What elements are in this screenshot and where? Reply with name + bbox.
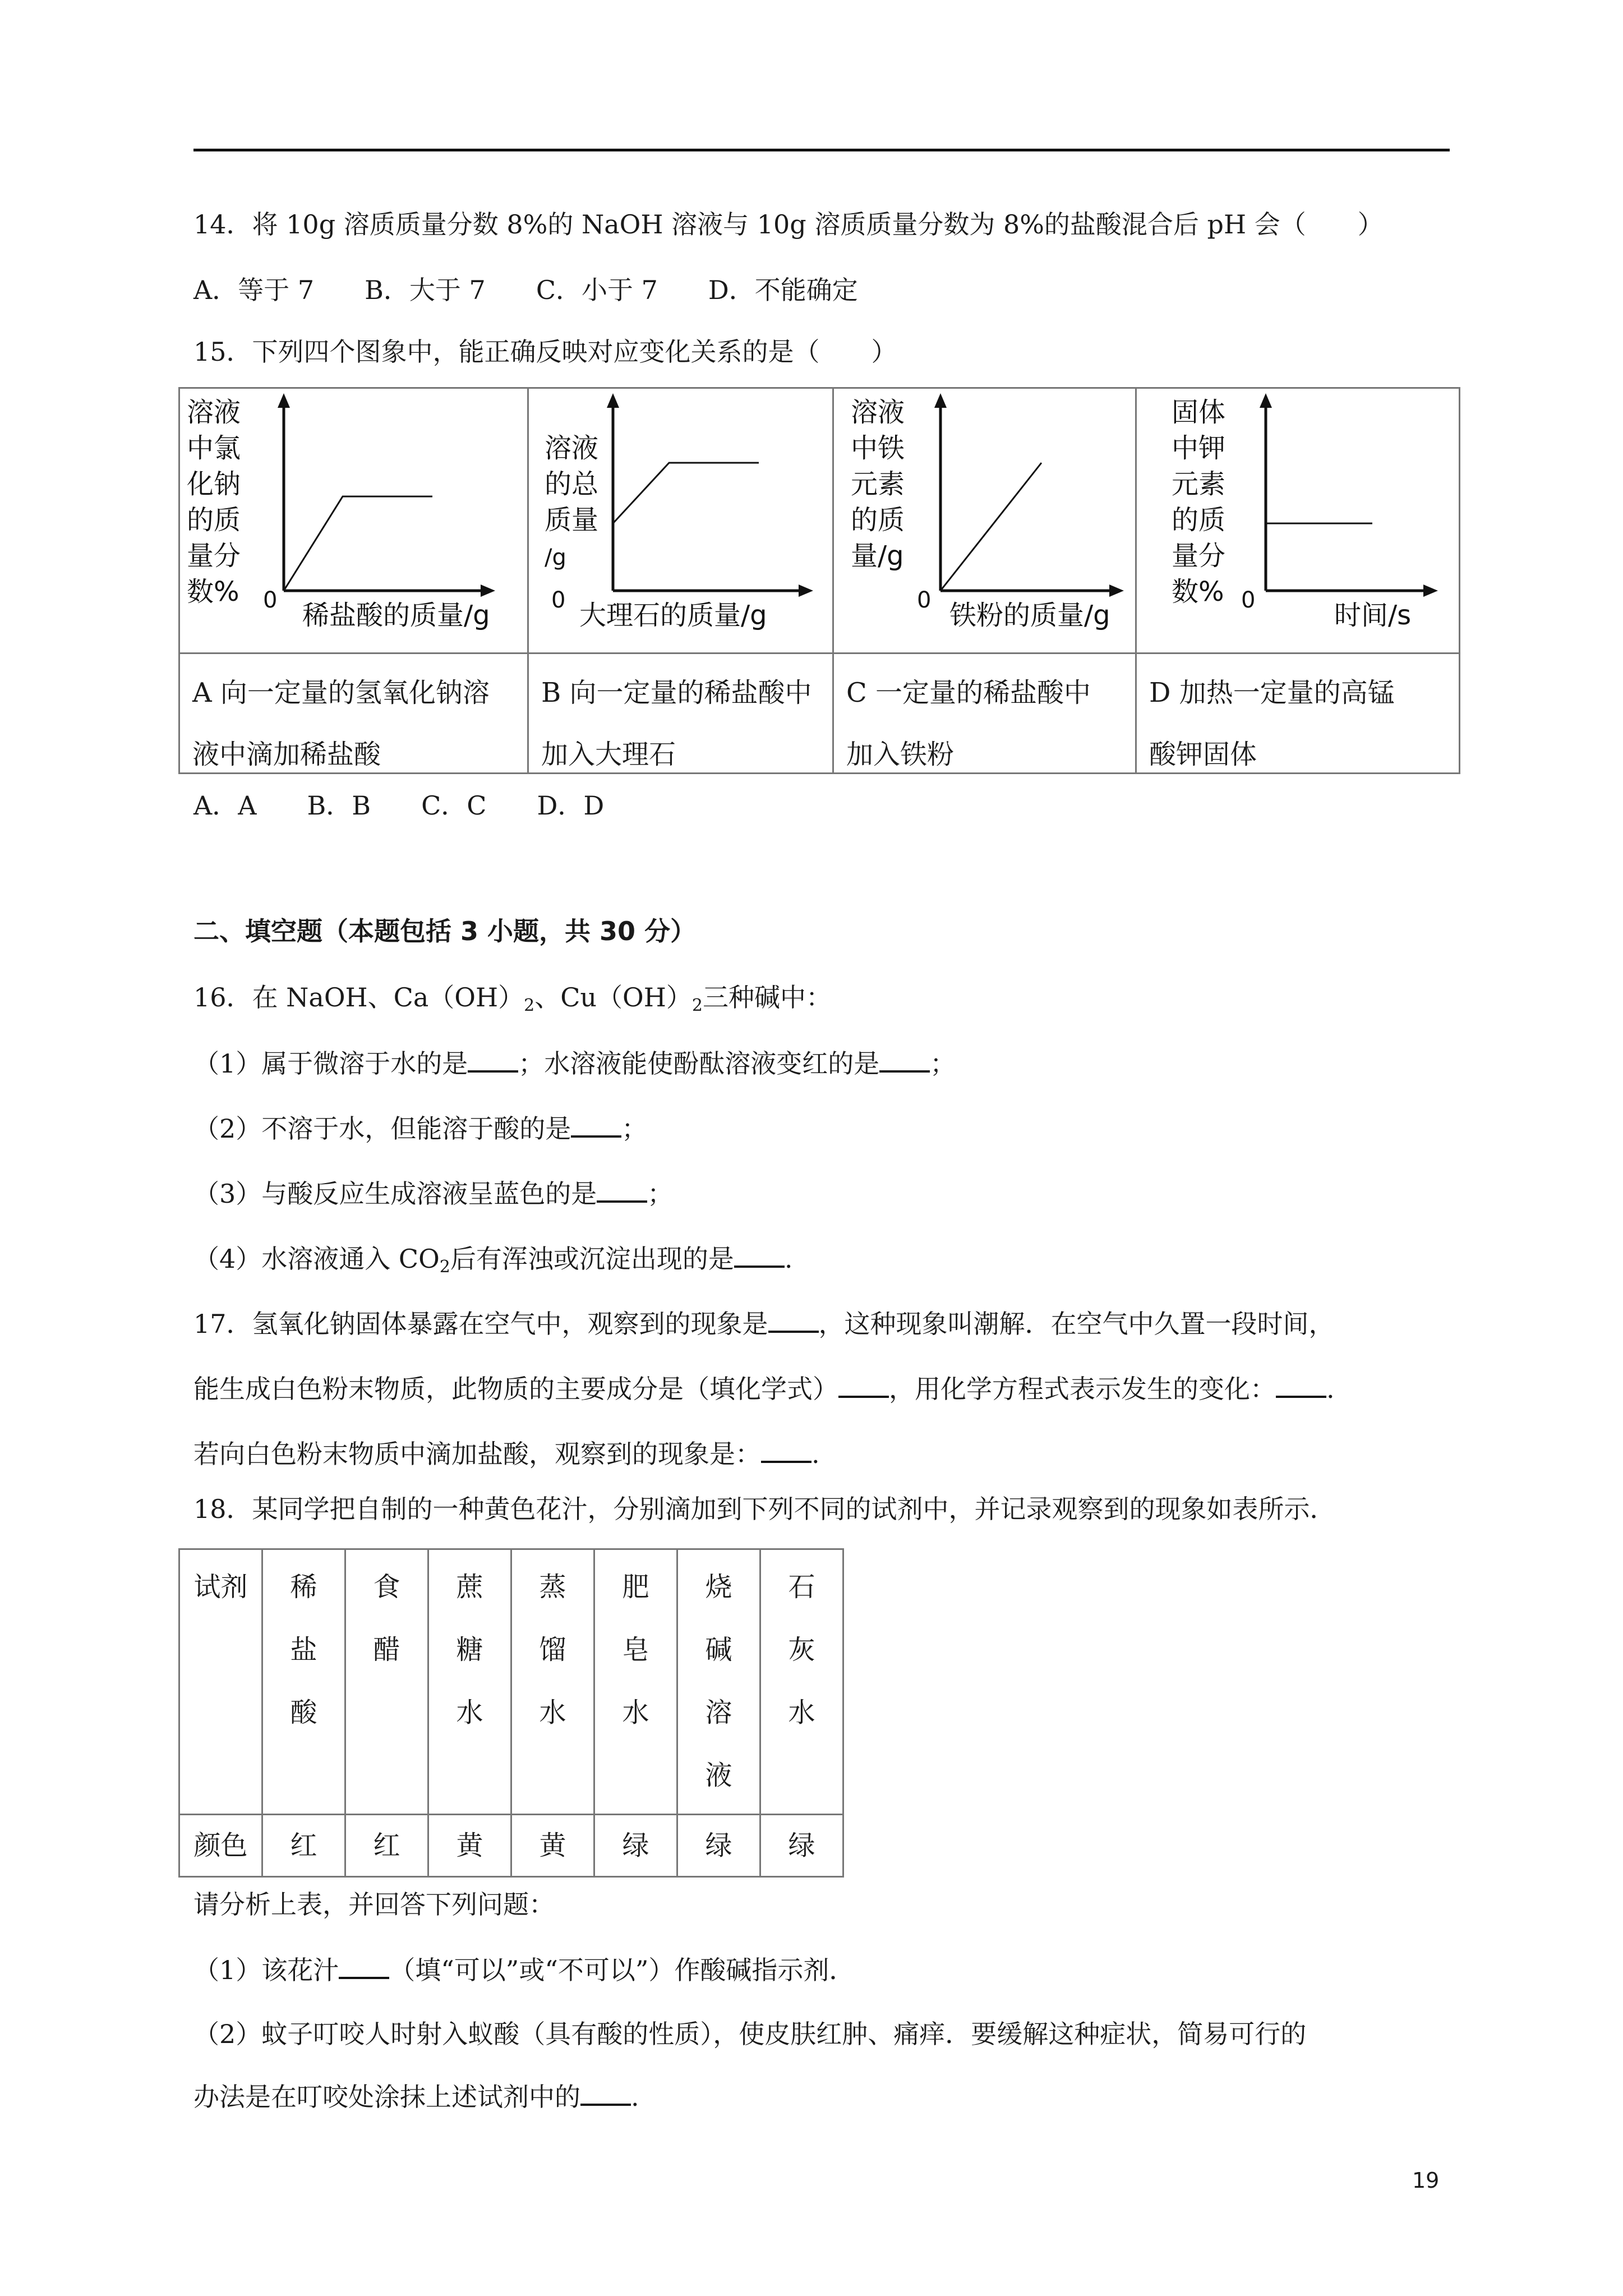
graph-a-caption-line-1: A 向一定量的氢氧化钠溶: [192, 677, 490, 708]
answer-blank[interactable]: [1276, 1371, 1326, 1398]
graph-d-caption-line-1: D 加热一定量的高锰: [1149, 677, 1395, 708]
graph-a-ylabel-2: 中氯: [187, 432, 241, 464]
color-cell: 绿: [760, 1815, 843, 1877]
graph-a-caption-line-2: 液中滴加稀盐酸: [192, 739, 381, 770]
q18-a1-b: （填“可以”或“不可以”）作酸碱指示剂．: [389, 1955, 855, 1985]
q17-l2-b: ，用化学方程式表示发生的变化：: [889, 1374, 1276, 1404]
graph-c-svg: [834, 389, 1136, 652]
graph-a-x-arrow: [481, 585, 495, 597]
q16-intro-p3: 三种碱中：: [702, 982, 832, 1013]
q18-a2-a: 办法是在叮咬处涂抹上述试剂中的: [193, 2082, 580, 2112]
graph-a-ylabel-1: 溶液: [187, 397, 241, 428]
question-16-part-3: [193, 1176, 673, 1211]
graph-table: [178, 387, 1460, 774]
graph-a-xlabel: 稀盐酸的质量/g: [302, 600, 490, 631]
question-16-part-4: [193, 1241, 793, 1284]
reagent-cell: [760, 1549, 843, 1815]
question-17-line-2: [193, 1371, 1335, 1406]
color-cell: 绿: [594, 1815, 677, 1877]
question-16-intro: [193, 981, 832, 1023]
graph-c-ylabel-1: 溶液: [851, 397, 905, 428]
question-18-part-2-line-2: [193, 2079, 639, 2114]
graph-b-xlabel: 大理石的质量/g: [579, 600, 767, 631]
reagent-table: [178, 1548, 844, 1878]
question-15: 15．下列四个图象中，能正确反映对应变化关系的是（ ）: [193, 337, 897, 367]
question-18: 18．某同学把自制的一种黄色花汁，分别滴加到下列不同的试剂中，并记录观察到的现象如表所示．: [193, 1494, 1336, 1524]
graph-c-ylabel-3: 元素: [851, 468, 905, 500]
graph-d-origin: 0: [1241, 587, 1256, 613]
reagent-name: 蒸馏水: [539, 1571, 566, 1728]
graph-c-origin: 0: [917, 587, 932, 613]
q17-l3-b: .: [811, 1439, 820, 1469]
answer-blank[interactable]: [768, 1306, 819, 1333]
question-18-part-2-line-1: （2）蚊子叮咬人时射入蚁酸（具有酸的性质），使皮肤红肿、痛痒．要缓解这种症状，简易可行的: [193, 2019, 1307, 2049]
reagent-header: 试剂: [179, 1549, 262, 1815]
graph-a-y-arrow: [278, 393, 290, 408]
answer-blank[interactable]: [734, 1241, 785, 1268]
graph-b-y-arrow: [607, 393, 619, 408]
graph-c-ylabel-5: 量/g: [851, 540, 904, 572]
graph-d-x-arrow: [1423, 585, 1438, 597]
graph-d-ylabel-2: 中钾: [1172, 432, 1226, 464]
color-cell: 绿: [677, 1815, 760, 1877]
graph-c-caption: [834, 652, 1137, 774]
q16-l3-b: ；: [647, 1179, 674, 1209]
question-18-part-1: [193, 1952, 855, 1987]
graph-a-svg: [180, 389, 528, 652]
q18-a1-a: （1）该花汁: [193, 1955, 339, 1985]
graph-b-caption-line-1: B 向一定量的稀盐酸中: [541, 677, 812, 708]
q16-l1-a: （1）属于微溶于水的是: [193, 1048, 468, 1079]
question-14: 14．将 10g 溶质质量分数 8%的 NaOH 溶液与 10g 溶质质量分数为 8%的盐酸混合后 pH 会（ ）: [193, 209, 1384, 240]
question-17-line-3: [193, 1436, 820, 1471]
option-d: D．D: [537, 790, 605, 821]
reagent-name: 肥皂水: [622, 1571, 649, 1728]
graph-c: [834, 389, 1137, 652]
q16-l3-a: （3）与酸反应生成溶液呈蓝色的是: [193, 1179, 597, 1209]
graph-a-ylabel-3: 化钠: [187, 468, 241, 500]
color-header: 颜色: [179, 1815, 262, 1877]
graph-d-ylabel-4: 的质: [1172, 504, 1226, 536]
option-a: A．等于 7: [193, 275, 315, 305]
answer-blank[interactable]: [597, 1176, 647, 1203]
graph-d: [1137, 389, 1459, 652]
q17-l2-c: .: [1326, 1374, 1335, 1404]
graph-b-curve: [613, 463, 759, 523]
graph-d-caption-line-2: 酸钾固体: [1149, 739, 1257, 770]
graph-b-caption: [529, 652, 834, 774]
graph-c-caption-line-1: C 一定量的稀盐酸中: [846, 677, 1091, 708]
graph-d-ylabel-1: 固体: [1172, 397, 1226, 428]
graph-b-caption-line-2: 加入大理石: [541, 739, 676, 770]
option-d: D．不能确定: [708, 275, 858, 305]
q17-l3-a: 若向白色粉末物质中滴加盐酸，观察到的现象是：: [193, 1439, 761, 1469]
graph-b: [529, 389, 834, 652]
reagent-cell: [677, 1549, 760, 1815]
reagent-name: 蔗糖水: [456, 1571, 483, 1728]
question-16-part-1: [193, 1046, 956, 1080]
question-16-part-2: [193, 1111, 647, 1145]
graph-c-x-arrow: [1109, 585, 1124, 597]
q17-l1-b: ，这种现象叫潮解．在空气中久置一段时间，: [818, 1309, 1335, 1339]
graph-a-ylabel-6: 数%: [187, 576, 239, 608]
answer-blank[interactable]: [580, 2079, 631, 2106]
graph-c-xlabel: 铁粉的质量/g: [949, 600, 1110, 631]
q16-l4-c: .: [784, 1244, 793, 1274]
q16-intro-sub2: 2: [691, 996, 703, 1015]
graph-b-svg: [529, 389, 833, 652]
option-c: C．小于 7: [536, 275, 658, 305]
graph-a-origin: 0: [263, 587, 278, 613]
color-cell: 黄: [428, 1815, 511, 1877]
section-title: 二、填空题（本题包括 3 小题，共 30 分）: [193, 916, 697, 946]
graph-d-ylabel-3: 元素: [1172, 468, 1226, 500]
color-cell: 红: [262, 1815, 345, 1877]
color-cell: 黄: [511, 1815, 594, 1877]
graph-a-caption: [180, 652, 529, 774]
q16-intro-p2: 、Cu（OH）: [534, 982, 692, 1013]
graph-c-y-arrow: [934, 393, 947, 408]
reagent-cell: [594, 1549, 677, 1815]
graph-b-ylabel-3: 质量: [545, 504, 599, 536]
reagent-name: 食醋: [373, 1571, 400, 1665]
q16-l4-a: （4）水溶液通入 CO: [193, 1244, 440, 1274]
graph-d-xlabel: 时间/s: [1334, 600, 1412, 631]
graph-d-ylabel-5: 量分: [1172, 540, 1226, 572]
option-b: B．大于 7: [365, 275, 486, 305]
graph-b-ylabel-1: 溶液: [545, 432, 599, 464]
page-number: 19: [1412, 2168, 1440, 2193]
answer-blank[interactable]: [838, 1371, 889, 1398]
question-17-line-1: [193, 1306, 1335, 1341]
answer-blank[interactable]: [339, 1952, 389, 1979]
q16-l4-sub: 2: [439, 1257, 450, 1277]
graph-c-ylabel-4: 的质: [851, 504, 905, 536]
graph-d-caption: [1137, 652, 1459, 774]
q16-l1-b: ；水溶液能使酚酞溶液变红的是: [518, 1048, 880, 1079]
answer-blank[interactable]: [468, 1046, 518, 1073]
graph-a-ylabel-4: 的质: [187, 504, 241, 536]
graph-b-origin: 0: [551, 587, 566, 613]
graph-d-ylabel-6: 数%: [1172, 576, 1224, 608]
graph-d-y-arrow: [1260, 393, 1272, 408]
option-b: B．B: [307, 790, 371, 821]
reagent-cell: [511, 1549, 594, 1815]
answer-blank[interactable]: [879, 1046, 930, 1073]
header-rule: [193, 149, 1450, 151]
q17-l2-a: 能生成白色粉末物质，此物质的主要成分是（填化学式）: [193, 1374, 838, 1404]
reagent-cell: [262, 1549, 345, 1815]
graph-c-ylabel-2: 中铁: [851, 432, 905, 464]
q16-l4-b: 后有浑浊或沉淀出现的是: [450, 1244, 734, 1274]
option-a: A．A: [193, 790, 257, 821]
reagent-name: 稀盐酸: [290, 1571, 317, 1728]
graph-b-ylabel-2: 的总: [545, 468, 599, 500]
q18-a2-b: .: [631, 2082, 639, 2112]
graph-b-ylabel-4: /g: [545, 545, 566, 570]
graph-c-curve: [940, 463, 1041, 591]
reagent-row: [179, 1549, 843, 1815]
reagent-cell: [345, 1549, 428, 1815]
graph-d-svg: [1137, 389, 1459, 652]
q16-intro-p1: 16．在 NaOH、Ca（OH）: [193, 982, 524, 1013]
answer-blank[interactable]: [571, 1111, 621, 1138]
color-cell: 红: [345, 1815, 428, 1877]
q16-l1-c: ；: [930, 1048, 956, 1079]
question-18-analyze: 请分析上表，并回答下列问题：: [193, 1889, 555, 1920]
color-row: [179, 1815, 843, 1877]
graph-a-curve: [284, 496, 432, 591]
graph-a: [180, 389, 529, 652]
q16-l2-b: ；: [621, 1114, 648, 1144]
q17-l1-a: 17．氢氧化钠固体暴露在空气中，观察到的现象是: [193, 1309, 768, 1339]
graph-c-caption-line-2: 加入铁粉: [846, 739, 955, 770]
question-15-options: [193, 789, 654, 822]
reagent-name: 烧碱溶液: [705, 1571, 732, 1791]
graph-a-ylabel-5: 量分: [187, 540, 241, 572]
graph-b-x-arrow: [799, 585, 813, 597]
answer-blank[interactable]: [761, 1436, 811, 1463]
q16-l2-a: （2）不溶于水，但能溶于酸的是: [193, 1114, 571, 1144]
option-c: C．C: [421, 790, 487, 821]
reagent-name: 石灰水: [788, 1571, 815, 1728]
q16-intro-sub1: 2: [524, 996, 535, 1015]
question-14-options: [193, 273, 909, 307]
reagent-cell: [428, 1549, 511, 1815]
